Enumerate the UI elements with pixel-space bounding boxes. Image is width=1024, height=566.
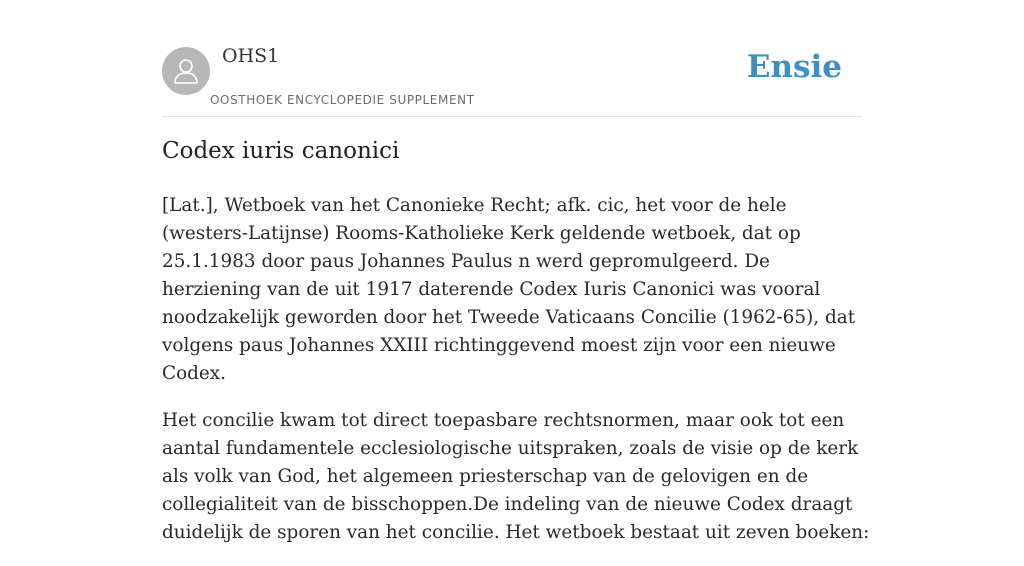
article-paragraph: Het concilie kwam tot direct toepasbare rechtsnormen, maar ook tot een aantal fundamentele ecclesiologische uitspraken, zoals de visie op de kerk als volk van God, het algemeen priesterschap van de gelovigen en de collegialiteit van de bisschoppen.De indeling van de nieuwe Codex draagt duidelijk de sporen van het concilie. Het wetboek bestaat uit zeven boeken:: [162, 410, 870, 543]
ensie-logo[interactable]: Ensie: [746, 49, 842, 85]
article-title: Codex iuris canonici: [162, 138, 400, 164]
source-name[interactable]: OOSTHOEK ENCYCLOPEDIE SUPPLEMENT: [210, 93, 475, 107]
article-paragraph: [Lat.], Wetboek van het Canonieke Recht; afk. cic, het voor de hele (westers-Latijnse) Rooms-Katholieke Kerk geldende wetboek, dat op 25.1.1983 door paus Johannes Paulus n werd gepromulgeerd. De herziening van de uit 1917 daterende Codex Iuris Canonici was vooral noodzakelijk geworden door het Tweede Vaticaans Concilie (1962-65), dat volgens paus Johannes XXIII richtinggevend moest zijn voor een nieuwe Codex.: [162, 195, 856, 384]
article-body: [162, 192, 872, 566]
article-header: [162, 0, 862, 117]
author-avatar[interactable]: [162, 47, 210, 95]
user-icon: [171, 56, 201, 86]
author-name[interactable]: OHS1: [222, 45, 280, 67]
